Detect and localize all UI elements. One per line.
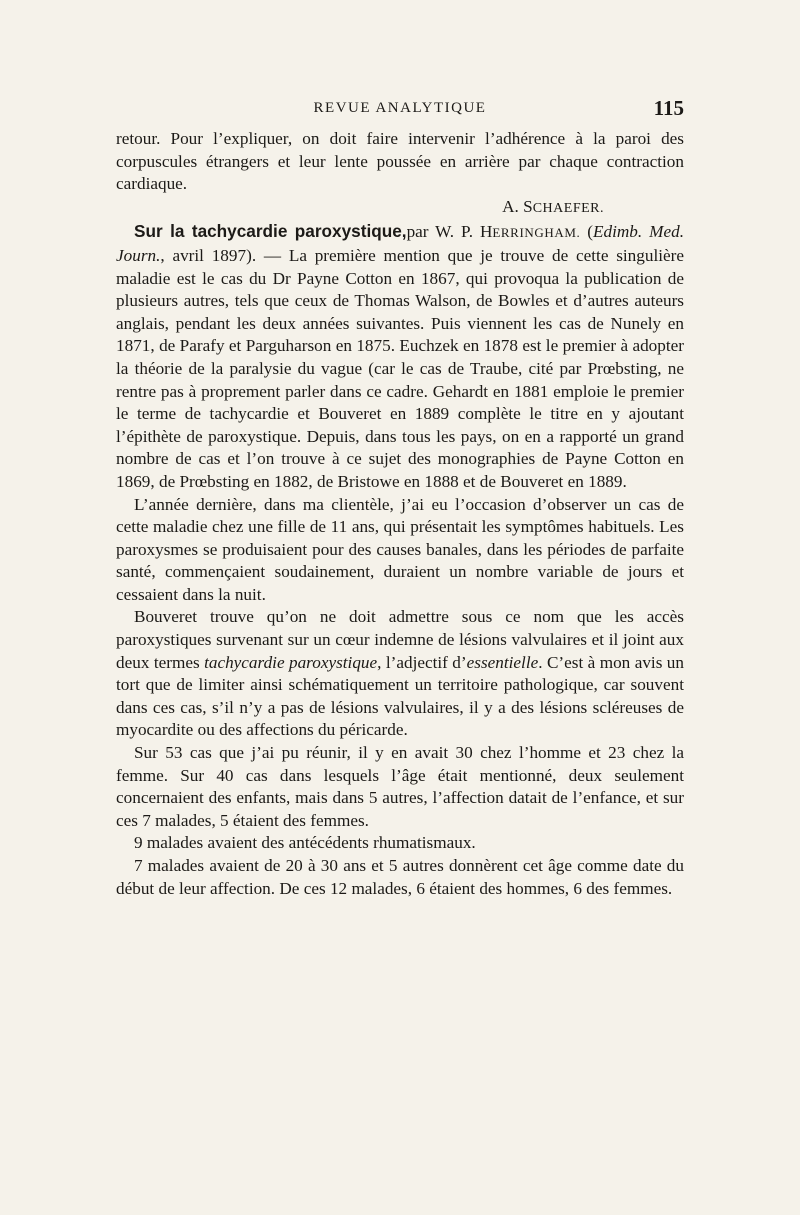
italic-term: tachycardie paroxystique <box>204 652 378 672</box>
paragraph-bouveret <box>116 606 684 742</box>
journal-name: Edimb. Med. Journ. <box>116 222 684 265</box>
article-body: — La première mention que je trouve de cette singulière maladie est le cas du Dr Payne Cotton en 1867, qui provoqua la publication de plusieurs autres, tels que ceux de Thomas Walson, de Bowles et d’autres auteurs anglais, pendant les deux années suivantes. Puis viennent les cas de Nunely en 1871, de Parafy et Parguharson en 1875. Euchzek en 1878 est le premier à adopter la théorie de la paralysie du vague (car le cas de Traube, cité par Prœbsting, ne rentre pas à proprement parler dans ce cadre. Gehardt en 1881 emploie le premier le terme de tachycardie et Bouveret en 1889 complète le titre en y ajoutant l’épithète de paroxystique. Depuis, dans tous les pays, on en a rapporté un grand nombre de cas et l’on trouve à ce sujet des monographies de Payne Cotton en 1869, de Prœbsting en 1882, de Bristowe en 1888 et de Bouveret en 1889. <box>116 245 684 491</box>
paragraph-statistics: Sur 53 cas que j’ai pu réunir, il y en avait 30 chez l’homme et 23 chez la femme. Sur 40 cas dans lesquels l’âge était mentionné, deux seulement concernaient des enfants, mais dans 5 autres, l’affection datait de l’enfance, et sur ces 7 malades, 5 étaient des femmes. <box>116 743 684 830</box>
body-text <box>116 128 684 900</box>
italic-term: essentielle <box>466 652 539 672</box>
article-paragraph <box>116 220 684 493</box>
author-initial: H <box>479 222 493 242</box>
ref-date: , avril 1897). <box>160 245 257 265</box>
page-header <box>116 96 684 124</box>
paragraph-continuation: retour. Pour l’expliquer, on doit faire intervenir l’adhérence à la paroi des corpuscules étrangers et leur lente poussée en arrière par chaque contraction cardiaque. <box>116 129 684 194</box>
text-segment: . C’est à mon avis un tort que de limiter ainsi schématiquement un territoire pathologique, car souvent dans ces cas, s’il n’y a pas de lésions valvulaires, il y a des lésions scléreuses de myocardite ou des affections du péricarde. <box>116 652 684 740</box>
article-by: par W. P. <box>406 222 480 242</box>
paragraph-rheumatism: 9 malades avaient des antécédents rhumatismaux. <box>134 833 476 853</box>
signature <box>116 196 684 221</box>
ref-open: ( <box>580 222 594 242</box>
page-number: 115 <box>653 96 684 120</box>
paragraph-age: 7 malades avaient de 20 à 30 ans et 5 autres donnèrent cet âge comme date du début de leur affection. De ces 12 malades, 6 étaient des hommes, 6 des femmes. <box>116 856 684 898</box>
running-head: REVUE ANALYTIQUE <box>313 100 487 116</box>
text-segment: , l’adjectif d’ <box>377 652 467 672</box>
article-title: Sur la tachycardie paroxystique, <box>134 221 407 242</box>
text-segment: Bouveret trouve qu’on ne doit admettre sous ce nom que les accès paroxystiques survenant sur un cœur indemne de lésions valvulaires et il joint aux deux termes <box>116 607 684 672</box>
signature-rest: CHAEFER. <box>532 200 604 216</box>
author-name: ERRINGHAM. <box>492 225 581 241</box>
signature-initial: A. S <box>502 196 533 216</box>
paragraph-case: L’année dernière, dans ma clientèle, j’ai eu l’occasion d’observer un cas de cette maladie chez une fille de 11 ans, qui présentait les symptômes habituels. Les paroxysmes se produisaient pour des causes banales, dans les périodes de parfaite santé, commençaient soudainement, duraient un nombre variable de jours et cessaient dans la nuit. <box>116 494 684 604</box>
